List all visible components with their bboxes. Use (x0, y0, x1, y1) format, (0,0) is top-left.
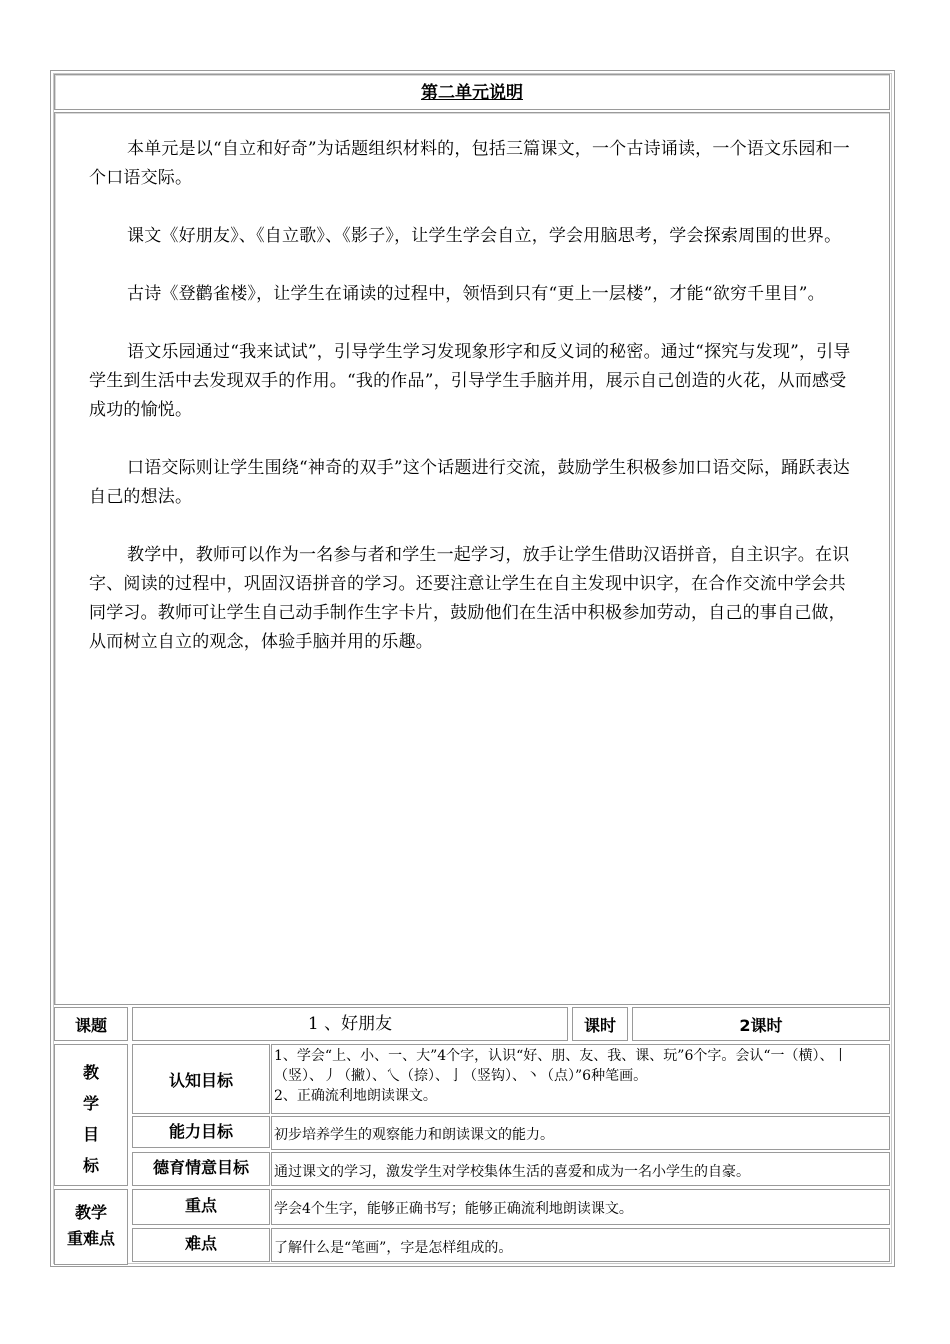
cognitive-goal-line: 1、学会“上、小、一、大”4个字，认识“好、朋、友、我、课、玩”6个字。会认“一（横）、丨（竖）、丿（撇）、乀（捺）、亅（竖钩）、丶（点）”6种笔画。 (274, 1048, 848, 1084)
topic-label: 课题 (54, 1007, 128, 1041)
unit-title: 第二单元说明 (54, 74, 890, 110)
keypoints-label-line: 教学 (74, 1203, 107, 1222)
focus-text: 学会4个生字，能够正确书写；能够正确流利地朗读课文。 (271, 1189, 890, 1225)
ability-goal-text: 初步培养学生的观察能力和朗读课文的能力。 (271, 1116, 890, 1150)
ability-goal-label: 能力目标 (132, 1116, 270, 1148)
cognitive-goal-line: 2、正确流利地朗读课文。 (274, 1088, 437, 1104)
goals-label-char: 教 (82, 1063, 99, 1082)
cognitive-goal-label: 认知目标 (132, 1044, 270, 1114)
keypoints-label-line: 重难点 (66, 1229, 115, 1248)
goals-label-char: 标 (82, 1156, 99, 1175)
intro-paragraph: 古诗《登鹳雀楼》，让学生在诵读的过程中，领悟到只有“更上一层楼”，才能“欲穷千里目”。 (127, 284, 825, 304)
difficulty-text: 了解什么是“笔画”，字是怎样组成的。 (271, 1228, 890, 1262)
moral-goal-text: 通过课文的学习，激发学生对学校集体生活的喜爱和成为一名小学生的自豪。 (271, 1152, 890, 1186)
goals-group-label (54, 1044, 128, 1186)
keypoints-group-label (54, 1189, 128, 1265)
moral-goal-label: 德育情意目标 (132, 1152, 270, 1186)
intro-paragraph: 口语交际则让学生围绕“神奇的双手”这个话题进行交流，鼓励学生积极参加口语交际，踊跃表达自己的想法。 (89, 458, 850, 507)
goals-label-char: 学 (82, 1094, 99, 1113)
intro-paragraph: 教学中，教师可以作为一名参与者和学生一起学习，放手让学生借助汉语拼音，自主识字。在识字、阅读的过程中，巩固汉语拼音的学习。还要注意让学生在自主发现中识字，在合作交流中学会共同学习。教师可让学生自己动手制作生字卡片，鼓励他们在生活中积极参加劳动，自己的事自己做，从而树立自立的观念，体验手脑并用的乐趣。 (89, 545, 850, 652)
goals-label-char: 目 (82, 1125, 99, 1144)
difficulty-label: 难点 (132, 1228, 270, 1262)
intro-paragraph: 本单元是以“自立和好奇”为话题组织材料的，包括三篇课文，一个古诗诵读，一个语文乐园和一个口语交际。 (89, 139, 850, 188)
focus-label: 重点 (132, 1189, 270, 1225)
topic-value: 1 、好朋友 (132, 1007, 568, 1041)
unit-description (54, 112, 890, 1005)
intro-paragraph: 课文《好朋友》、《自立歌》、《影子》，让学生学会自立，学会用脑思考，学会探索周围的世界。 (127, 226, 842, 246)
hours-value: 2课时 (632, 1007, 890, 1041)
cognitive-goal-text (271, 1044, 890, 1114)
intro-paragraph: 语文乐园通过“我来试试”，引导学生学习发现象形字和反义词的秘密。通过“探究与发现”，引导学生到生活中去发现双手的作用。“我的作品”，引导学生手脑并用，展示自己创造的火花，从而感受成功的愉悦。 (89, 342, 851, 420)
hours-label: 课时 (572, 1007, 628, 1041)
